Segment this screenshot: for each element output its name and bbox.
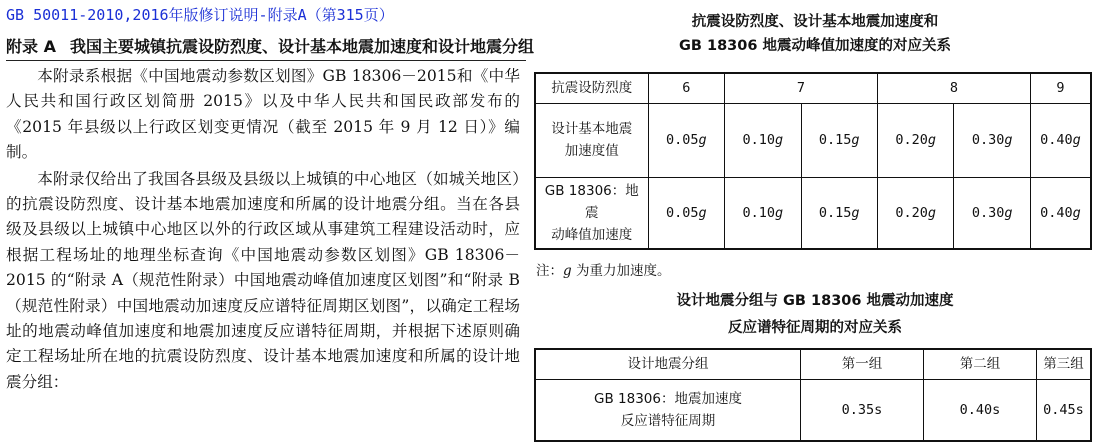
design-accel-value — [725, 103, 801, 177]
period-label-line2: 反应谱特征周期 — [620, 412, 716, 429]
intensity-9-cell: 9 — [1030, 73, 1091, 103]
body-paragraph-1: 本附录系根据《中国地震动参数区划图》GB 18306－2015和《中华人民共和国行政区划简册 2015》以及中华人民共和国民政部发布的《2015 年县级以上行政区划变更情况（截至 2015 年 9 月 12 日）》编制。 — [6, 67, 520, 162]
peak-accel-number: 0.20 — [895, 204, 928, 221]
peak-accel-value — [648, 177, 724, 249]
period-value-group1: 0.35s — [801, 379, 924, 441]
g-unit: g — [1004, 132, 1013, 148]
note-symbol: g — [563, 263, 572, 279]
period-label-cell — [535, 379, 801, 441]
table1-peak-accel-row — [535, 177, 1091, 249]
peak-accel-label-line1: GB 18306：地震 — [544, 182, 639, 221]
table1-title-line1: 抗震设防烈度、设计基本地震加速度和 — [691, 14, 939, 30]
period-value-group2: 0.40s — [924, 379, 1037, 441]
document-reference-link[interactable]: GB 50011-2010,2016年版修订说明-附录A（第315页） — [6, 6, 394, 24]
peak-accel-number: 0.30 — [971, 204, 1005, 221]
g-unit: g — [698, 132, 707, 148]
intensity-8-cell: 8 — [877, 73, 1030, 103]
peak-accel-number: 0.15 — [818, 204, 852, 221]
peak-accel-value — [877, 177, 953, 249]
design-accel-value — [1030, 103, 1091, 177]
g-unit: g — [1004, 204, 1013, 221]
table1-design-accel-row — [535, 103, 1091, 177]
table1-note — [536, 260, 1098, 282]
g-unit: g — [698, 204, 707, 221]
peak-accel-number: 0.05 — [665, 204, 699, 221]
design-accel-number: 0.40 — [1040, 132, 1073, 148]
design-group-period-table — [534, 348, 1092, 442]
intensity-7-cell: 7 — [725, 73, 878, 103]
table2-title-line1: 设计地震分组与 GB 18306 地震动加速度 — [676, 293, 954, 309]
appendix-tag: 附录 A — [6, 37, 56, 56]
design-accel-number: 0.20 — [895, 132, 928, 148]
design-group-label-cell: 设计地震分组 — [535, 349, 801, 379]
design-accel-value — [954, 103, 1030, 177]
design-accel-label-cell — [535, 103, 648, 177]
appendix-heading — [6, 34, 534, 61]
peak-accel-value — [1030, 177, 1091, 249]
g-unit: g — [1072, 132, 1081, 148]
design-accel-number: 0.30 — [971, 132, 1005, 148]
design-accel-number: 0.10 — [742, 132, 775, 148]
intensity-label-cell: 抗震设防烈度 — [535, 73, 648, 103]
table2-header-row — [535, 349, 1091, 379]
table1-title — [532, 10, 1098, 58]
g-unit: g — [927, 204, 937, 221]
table1-header-row — [535, 73, 1091, 103]
design-accel-label-line1: 设计基本地震 — [551, 121, 633, 137]
g-unit: g — [851, 204, 860, 221]
peak-accel-value — [954, 177, 1030, 249]
tables-column — [532, 0, 1098, 442]
g-unit: g — [1072, 204, 1081, 221]
design-accel-number: 0.05 — [665, 132, 699, 148]
group-1-cell: 第一组 — [801, 349, 924, 379]
appendix-body — [6, 64, 520, 395]
peak-accel-number: 0.10 — [742, 204, 775, 221]
design-accel-value — [801, 103, 877, 177]
peak-accel-label-cell — [535, 177, 648, 249]
note-text: 为重力加速度。 — [571, 263, 671, 279]
g-unit: g — [927, 132, 937, 148]
design-accel-value — [877, 103, 953, 177]
g-unit: g — [851, 132, 860, 148]
g-unit: g — [774, 132, 784, 148]
intensity-6-cell: 6 — [648, 73, 724, 103]
peak-accel-number: 0.40 — [1040, 204, 1073, 221]
period-label-line1: GB 18306：地震加速度 — [594, 390, 742, 407]
peak-accel-label-line2: 动峰值加速度 — [551, 226, 633, 243]
note-prefix: 注： — [536, 263, 563, 279]
body-paragraph-2: 本附录仅给出了我国各县级及县级以上城镇的中心地区（如城关地区）的抗震设防烈度、设计基本地震加速度和所属的设计地震分组。当在各县级及县级以上城镇中心地区以外的行政区域从事建筑工程建设活动时，应根据工程场址的地理坐标查询《中国地震动参数区划图》GB 18306－2015 的“附录 A（规范性附录）中国地震动峰值加速度区划图”和“附录 B（规范性附录）中国地震动加速度反应谱特征周期区划图”，以确定工程场址的地震动峰值加速度和地震加速度反应谱特征周期，并根据下述原则确定工程场址所在地的抗震设防烈度、设计基本地震加速度和所属的设计地震分组： — [6, 169, 520, 391]
peak-accel-value — [725, 177, 801, 249]
design-accel-value — [648, 103, 724, 177]
peak-accel-value — [801, 177, 877, 249]
period-value-group3: 0.45s — [1037, 379, 1092, 441]
table2-title — [532, 288, 1098, 342]
g-unit: g — [774, 204, 784, 221]
table1-title-line2: GB 18306 地震动峰值加速度的对应关系 — [679, 38, 951, 54]
design-accel-label-line2: 加速度值 — [564, 143, 619, 159]
table2-title-line2: 反应谱特征周期的对应关系 — [728, 320, 902, 336]
intensity-acceleration-table — [534, 72, 1092, 250]
appendix-title-text: 我国主要城镇抗震设防烈度、设计基本地震加速度和设计地震分组 — [69, 37, 534, 56]
group-2-cell: 第二组 — [924, 349, 1037, 379]
design-accel-number: 0.15 — [818, 132, 852, 148]
group-3-cell: 第三组 — [1037, 349, 1092, 379]
table2-period-row — [535, 379, 1091, 441]
